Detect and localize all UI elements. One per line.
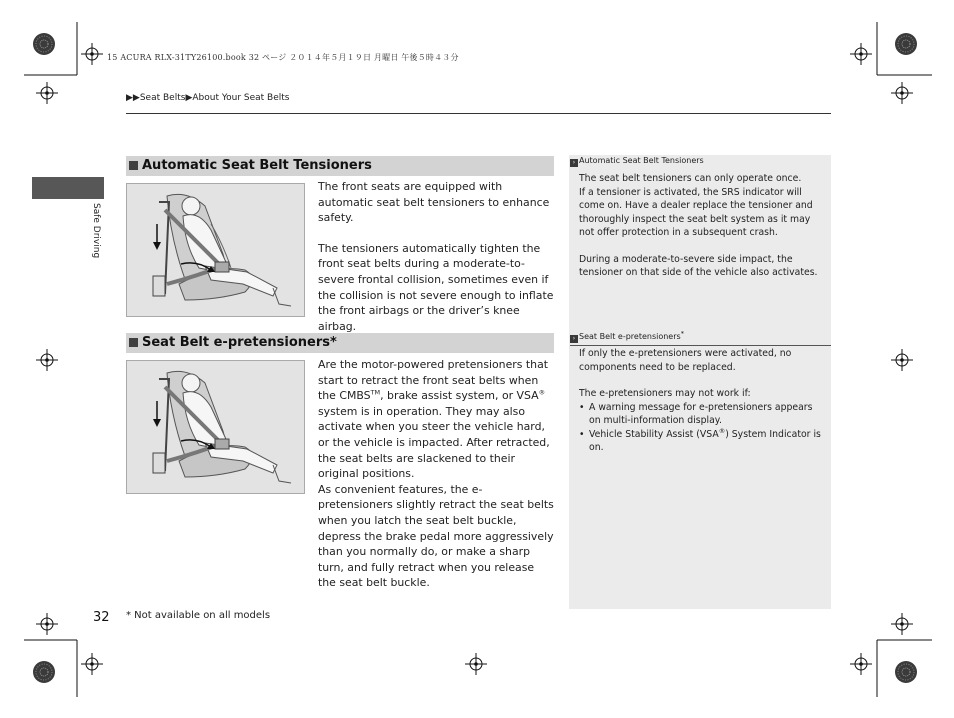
seat-belt-tensioner-illustration [126,183,305,317]
note-title: Automatic Seat Belt Tensioners [579,156,704,165]
list-item-text-part2: ) System Indicator is on. [589,428,821,453]
para-text-part1: Are the motor-powered pretensioners that start to retract the front seat belts when the CMBS [318,358,549,403]
list-item: • A warning message for e-pretensioners appears on multi-information display. [579,401,824,428]
e-pretensioners-body-text [318,357,554,591]
footnote-asterisk: * [330,335,337,350]
page-number: 32 [93,610,110,625]
note-line: During a moderate-to-severe side impact, the tensioner on that side of the vehicle also activates. [579,253,818,278]
breadcrumb-separator-icon: ▶ [185,93,193,103]
registered-mark: ® [538,388,546,397]
tensioners-para-1: The front seats are equipped with automatic seat belt tensioners to enhance safety. [318,180,550,225]
note-line: The seat belt tensioners can only operate once. [579,173,802,184]
trademark-mark: TM [370,388,381,397]
note-body-tensioners [579,172,824,280]
cross-reference-icon: › [570,335,578,343]
square-bullet-icon [129,161,138,170]
list-item [579,428,824,455]
header-rule [126,113,831,114]
section-title-text: Seat Belt e-pretensioners [142,335,330,350]
registered-mark: ® [718,426,726,435]
para-text-part2: , brake assist system, or VSA [380,389,539,403]
note-line: If a tensioner is activated, the SRS indicator will come on. Have a dealer replace the tensioner and thoroughly inspect the seat belt system as it may not offer protection in a subsequent crash. [579,186,813,238]
note-heading-e-pretensioners[interactable] [570,329,684,343]
chapter-label: Safe Driving [91,203,101,259]
breadcrumb [126,93,290,103]
note-body-e-pretensioners [579,347,824,455]
tensioners-body-text [318,179,554,334]
note-lead: The e-pretensioners may not work if: [579,388,751,399]
footnote-asterisk: * [680,329,684,338]
section-title: Automatic Seat Belt Tensioners [142,158,372,173]
e-pretensioners-para-1 [318,357,554,482]
note-rule [570,345,831,346]
e-pretensioner-illustration [126,360,305,494]
list-item-text-part1: Vehicle Stability Assist (VSA [589,428,719,440]
breadcrumb-arrow-icon: ▶▶ [126,93,140,103]
e-pretensioners-para-2: As convenient features, the e-pretensioners slightly retract the seat belts when you latch the seat belt buckle, depress the brake pedal more aggressively than you normally do, or make a sharp turn, and fully retract when you release the seat belt buckle. [318,482,554,590]
cross-reference-icon: › [570,159,578,167]
section-title [142,335,337,350]
print-header: 15 ACURA RLX-31TY26100.book 32 ページ ２０１４年５月１９日 月曜日 午後５時４３分 [107,53,459,62]
note-intro: If only the e-pretensioners were activated, no components need to be replaced. [579,348,792,373]
note-heading-tensioners[interactable] [570,156,704,167]
note-list [579,401,824,455]
breadcrumb-seat-belts[interactable]: Seat Belts [139,93,186,103]
tensioners-para-2: The tensioners automatically tighten the front seat belts during a moderate-to-severe frontal collision, sometimes even if the collision is not severe enough to inflate the front airbags or the driver’s knee airbag. [318,241,554,333]
para-text-part3: system is in operation. They may also activate when you steer the vehicle hard, or the vehicle is impacted. After retracted, the seat belts are slackened to their original positions. [318,404,550,481]
section-heading-tensioners [126,156,554,176]
section-heading-e-pretensioners [126,333,554,353]
chapter-tab [32,177,104,199]
footnote: * Not available on all models [126,610,271,621]
square-bullet-icon [129,338,138,347]
note-title: Seat Belt e-pretensioners [579,332,681,341]
breadcrumb-about-seat-belts[interactable]: About Your Seat Belts [192,93,290,103]
